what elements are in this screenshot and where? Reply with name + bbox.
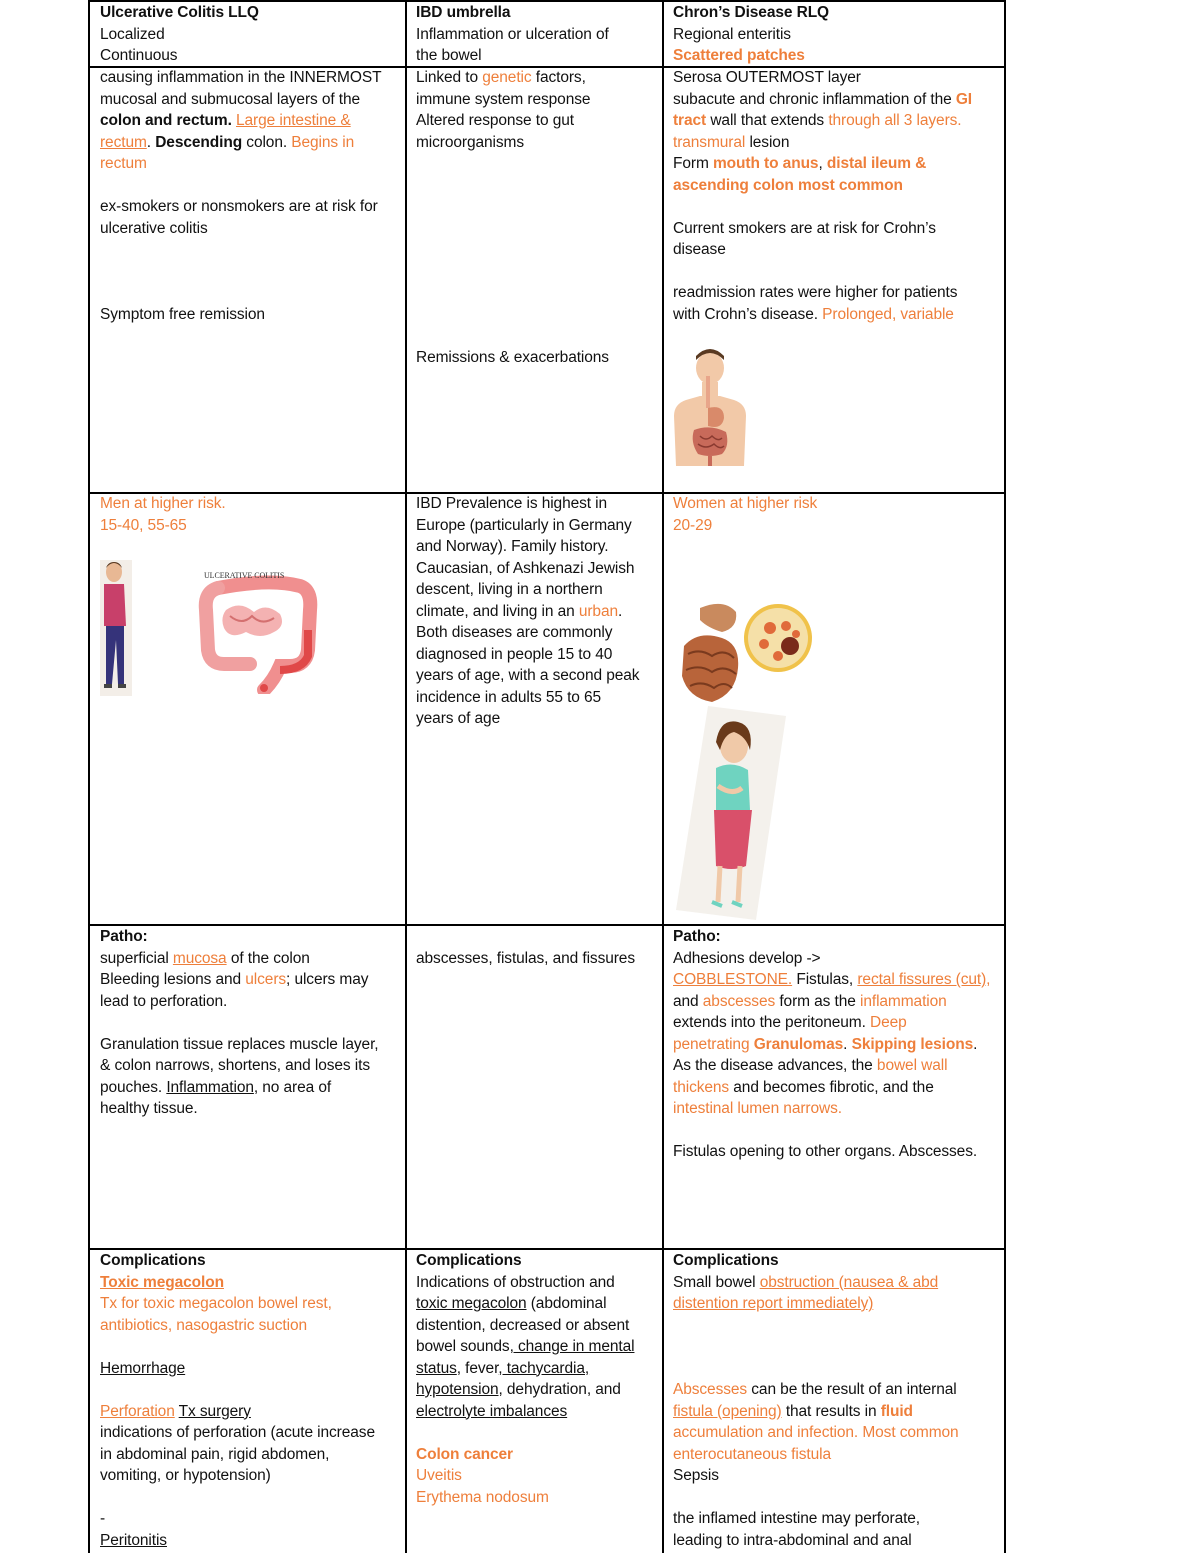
punct: . [973,1035,978,1053]
text-line: healthy tissue. [100,1100,198,1117]
text-line [416,1358,660,1380]
text-line: - [100,1510,106,1527]
text-line: Uveitis [416,1467,462,1484]
bold-text: Descending [155,133,243,151]
text: with Crohn’s disease. [673,305,818,323]
text-line [673,969,1003,991]
underlined-text: , tachycardia, [498,1359,590,1377]
text-line [673,153,1003,175]
text-line: Europe (particularly in Germany [416,516,632,534]
text: Linked to [416,69,479,86]
text-line [673,1272,1003,1294]
bold-text: colon and rectum. [100,112,232,129]
text-line [100,1401,402,1423]
underlined-text: Tx surgery [178,1402,251,1420]
link-text[interactable]: Large intestine & [236,112,351,129]
text-line: incidence in adults 55 to 65 [416,688,602,706]
orange-text: bowel wall [876,1057,948,1074]
text-line [416,601,660,623]
text-line: Women at higher risk [673,495,818,512]
text-line: Both diseases are commonly [416,624,613,641]
text-line [416,1379,660,1401]
ibd-def-1: Inflammation or ulceration of [416,25,609,43]
text-line: & colon narrows, shortens, and loses its [100,1057,370,1074]
punct: . [618,602,623,620]
text: , no area of [253,1078,332,1096]
cd-scattered: Scattered patches [673,47,805,64]
uc-patho-cell [100,926,402,1120]
underlined-text: status [416,1359,457,1377]
text-line [673,110,1003,132]
text-line: Erythema nodosum [416,1488,549,1506]
text-line [100,132,402,154]
text-line: rectum [100,155,147,172]
text-line [100,969,402,991]
complications-heading: Complications [100,1252,206,1269]
man-illustration [100,560,132,696]
link-text[interactable]: distention report immediately) [673,1295,874,1312]
link-text[interactable]: COBBLESTONE. [673,971,793,988]
patho-heading: Patho: [673,928,721,945]
text-line [416,1336,660,1358]
text-line: years of age, with a second peak [416,667,640,684]
text-line: 20-29 [673,516,713,534]
text-line: abscesses, fistulas, and fissures [416,949,635,967]
text-line: years of age [416,710,501,727]
cd-header-cell [673,2,1001,67]
text-line [416,67,660,89]
link-text[interactable]: rectum [100,133,147,151]
orange-text: distal ileum & [826,155,927,172]
text: wall that extends [710,112,825,129]
text-line [673,1379,1003,1401]
text-line: intestinal lumen narrows. [673,1100,842,1117]
punct: . [843,1035,848,1053]
text-line [416,1293,660,1315]
text: As the disease advances, the [673,1057,873,1074]
orange-text: genetic [482,69,532,86]
text: ; ulcers may [286,971,369,988]
text: extends into the peritoneum. [673,1014,866,1031]
link-text[interactable]: Perforation [100,1402,175,1420]
ibd-patho-cell [416,926,660,969]
text-line: 15-40, 55-65 [100,516,187,534]
crohns-intestine-illustration [678,598,816,708]
orange-text: fluid [880,1402,913,1420]
text: (abdominal [530,1295,607,1312]
text: lesion [749,133,790,151]
punct: , [818,155,823,172]
orange-text: ulcers [245,971,287,988]
text-line: Altered response to gut [416,112,574,129]
link-text[interactable]: fistula (opening) [673,1402,782,1420]
digestive-system-illustration [672,346,748,470]
text-line [673,1012,1003,1034]
text-line: mucosal and submucosal layers of the [100,90,361,108]
text-line: in abdominal pain, rigid abdomen, [100,1445,330,1463]
text: Form [673,155,709,172]
text-line: lead to perforation. [100,992,228,1010]
text-line: diagnosed in people 15 to 40 [416,645,613,663]
text: Fistulas, [796,971,854,988]
cd-complications-cell [673,1250,1003,1551]
text-line [673,304,1003,326]
table-border-col2 [405,0,407,1553]
text-line: leading to intra-abdominal and anal [673,1531,912,1549]
ibd-def-2: the bowel [416,47,482,64]
text-line [673,1401,1003,1423]
text-line: Tx for toxic megacolon bowel rest, [100,1295,332,1312]
text-line: descent, living in a northern [416,581,603,598]
uc-complications-cell [100,1250,402,1551]
uc-localized: Localized [100,25,165,43]
text: Bleeding lesions and [100,971,242,988]
text-line: Men at higher risk. [100,495,226,512]
text-line: readmission rates were higher for patients [673,284,958,301]
complications-heading: Complications [416,1252,522,1269]
table-border-left [88,0,90,1553]
text: , fever [456,1359,499,1377]
cd-regional: Regional enteritis [673,25,791,43]
orange-text: penetrating [673,1035,750,1053]
text-line: indications of perforation (acute increase [100,1424,375,1441]
complications-heading: Complications [673,1252,779,1269]
orange-text: thickens [673,1078,730,1096]
text-line: enterocutaneous fistula [673,1445,831,1463]
text-line [673,1055,1003,1077]
text: of the colon [230,949,310,967]
ibd-prevalence-cell [416,493,660,730]
text: , dehydration, and [498,1381,621,1398]
ibd-title: IBD umbrella [416,4,511,21]
punct: . [146,133,151,151]
text-line: Hemorrhage [100,1359,186,1377]
orange-text: Deep [870,1014,907,1031]
text: Small bowel [673,1273,756,1291]
text-line: ulcerative colitis [100,219,208,237]
uc-risk-cell [100,493,400,536]
text-line: ascending colon most common [673,176,903,194]
text: that results in [785,1402,877,1420]
underlined-text: hypotension [416,1381,499,1398]
orange-text: Abscesses [673,1381,748,1398]
cd-title: Chron’s Disease RLQ [673,4,830,21]
text-line [100,948,402,970]
text-line [100,1077,402,1099]
orange-text: GI [955,90,973,108]
text-line: ex-smokers or nonsmokers are at risk for [100,198,378,215]
cd-risk-cell [673,493,1001,536]
text-line: and Norway). Family history. [416,538,609,555]
text: climate, and living in an [416,602,575,620]
text-line: immune system response [416,90,591,108]
woman-illustration [676,706,786,920]
link-text[interactable]: rectal fissures (cut), [857,971,991,988]
text: and [673,992,699,1010]
text-line: Granulation tissue replaces muscle layer, [100,1035,379,1053]
text-line: distention, decreased or absent [416,1316,630,1334]
orange-text: Granulomas [753,1035,844,1053]
orange-text: Prolonged, variable [822,305,954,323]
text-line: Sepsis [673,1467,719,1484]
orange-text: tract [673,112,707,129]
text-line [673,1077,1003,1099]
underlined-text: , change in mental [509,1338,635,1355]
text-line: antibiotics, nasogastric suction [100,1316,308,1334]
cd-patho-cell [673,926,1003,1163]
link-text[interactable]: mucosa [172,949,227,967]
text-line [673,89,1003,111]
ibd-cause-cell [416,67,660,368]
text-line: Indications of obstruction and [416,1273,615,1291]
text: form as the [779,992,856,1010]
text-line: IBD Prevalence is highest in [416,495,608,512]
text-line: microorganisms [416,133,524,151]
text: colon. [246,133,288,151]
text-line [673,991,1003,1013]
orange-text: abscesses [702,992,776,1010]
text: factors, [535,69,586,86]
underlined-text: Inflammation [166,1078,254,1096]
text-line: electrolyte imbalances [416,1402,568,1420]
text: bowel sounds [416,1338,510,1355]
orange-text: inflammation [860,992,947,1010]
orange-text: mouth to anus [712,155,819,172]
text-line: Peritonitis [100,1531,167,1549]
ibd-header-cell [416,2,658,67]
patho-heading: Patho: [100,928,148,945]
text-line: Current smokers are at risk for Crohn’s [673,219,936,237]
orange-text: transmural [673,133,746,151]
text-line: vomiting, or hypotension) [100,1467,271,1484]
table-border-right [1004,0,1006,1553]
link-text[interactable]: Toxic megacolon [100,1273,224,1291]
text-line: Remissions & exacerbations [416,348,609,366]
text-line: Caucasian, of Ashkenazi Jewish [416,559,635,577]
text: subacute and chronic inflammation of the [673,90,952,108]
underlined-text: toxic megacolon [416,1295,527,1312]
uc-image-caption: ULCERATIVE COLITIS [204,571,285,580]
text-line: Adhesions develop -> [673,949,821,967]
uc-continuous: Continuous [100,47,178,64]
ibd-complications-cell [416,1250,660,1508]
orange-text: urban [578,602,618,620]
text-line [100,110,402,132]
text: can be the result of an internal [751,1381,957,1398]
text-line: causing inflammation in the INNERMOST [100,69,382,86]
text-line: Colon cancer [416,1445,513,1463]
orange-text: Skipping lesions [851,1035,974,1053]
uc-header-cell [100,2,400,67]
text-line: Symptom free remission [100,305,265,323]
text: pouches. [100,1078,163,1096]
table-border-col3 [662,0,664,1553]
text-line: Serosa OUTERMOST layer [673,69,861,86]
text-line: Fistulas opening to other organs. Abscesses. [673,1143,978,1160]
orange-text: through all 3 layers. [828,112,962,129]
text-line: the inflamed intestine may perforate, [673,1510,921,1527]
text-line [673,1034,1003,1056]
text: and becomes fibrotic, and the [733,1078,934,1096]
uc-location-cell [100,67,402,325]
link-text[interactable]: obstruction (nausea & abd [759,1273,939,1291]
text: superficial [100,949,169,967]
ulcerative-colitis-illustration [190,570,350,694]
orange-text: Begins in [291,133,355,151]
text-line [673,132,1003,154]
cd-location-cell [673,67,1003,325]
uc-title: Ulcerative Colitis LLQ [100,4,259,21]
text-line: disease [673,241,726,258]
text-line: accumulation and infection. Most common [673,1424,959,1441]
